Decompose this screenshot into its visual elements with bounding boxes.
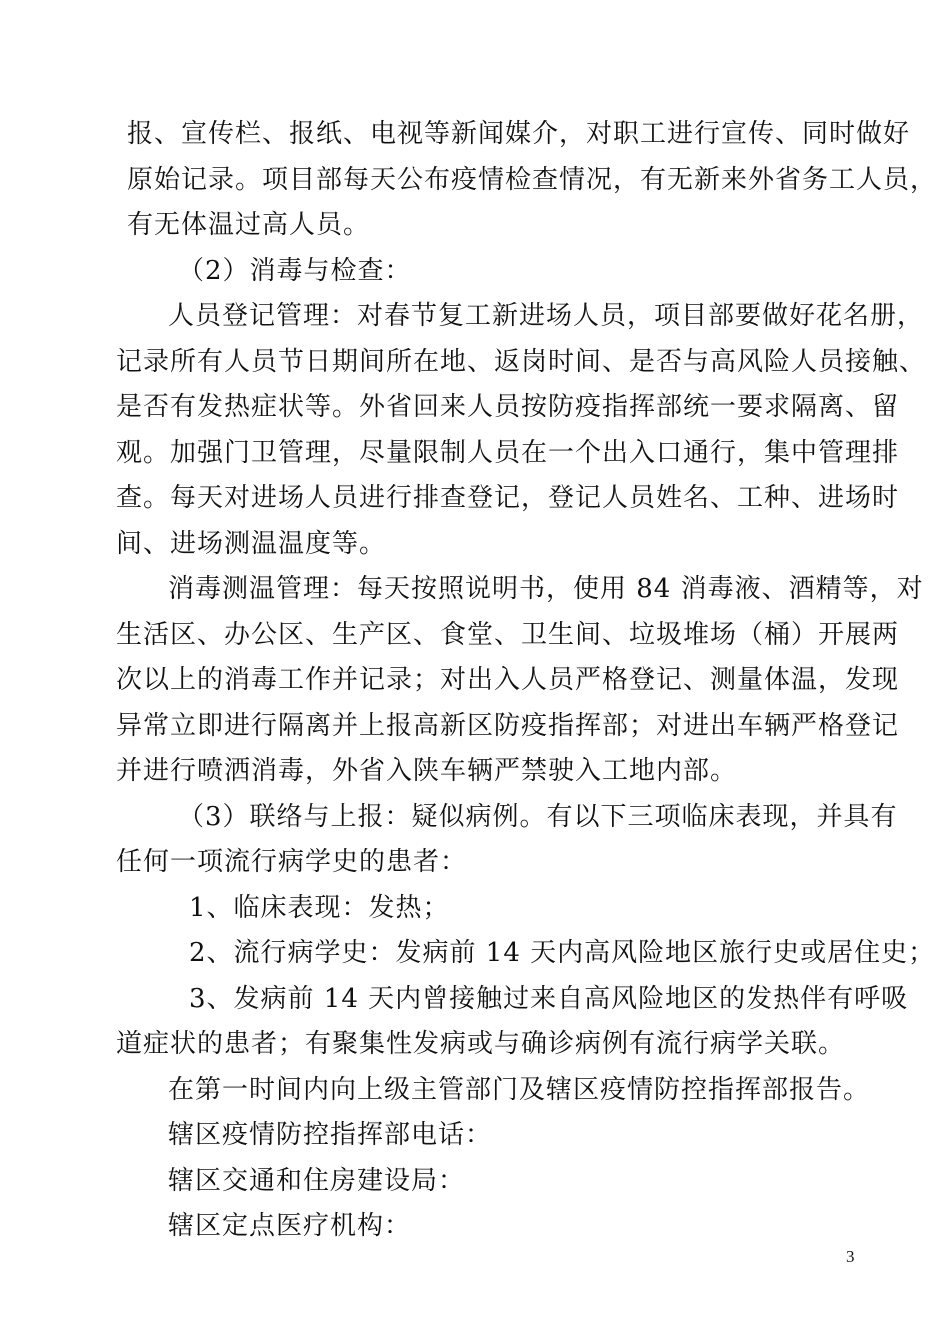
text-line: 任何一项流行病学史的患者： (116, 847, 468, 877)
list-item: 1、临床表现：发热； (189, 893, 450, 923)
text-line: 消毒测温管理：每天按照说明书，使用 84 消毒液、酒精等，对 (168, 574, 924, 604)
text-line: 原始记录。项目部每天公布疫情检查情况，有无新来外省务工人员， (127, 165, 938, 195)
text-line: 并进行喷洒消毒，外省入陕车辆严禁驶入工地内部。 (116, 756, 738, 786)
text-line: 辖区交通和住房建设局： (168, 1166, 466, 1196)
text-line: 查。每天对进场人员进行排查登记，登记人员姓名、工种、进场时 (116, 483, 900, 513)
text-line: 辖区疫情防控指挥部电话： (168, 1120, 493, 1150)
text-line: 记录所有人员节日期间所在地、返岗时间、是否与高风险人员接触、 (116, 347, 927, 377)
section-heading: （2）消毒与检查： (178, 256, 412, 286)
list-item: 2、流行病学史：发病前 14 天内高风险地区旅行史或居住史； (189, 938, 936, 968)
text-line: 道症状的患者；有聚集性发病或与确诊病例有流行病学关联。 (116, 1029, 846, 1059)
text-line: 是否有发热症状等。外省回来人员按防疫指挥部统一要求隔离、留 (116, 392, 900, 422)
page-number: 3 (846, 1247, 855, 1266)
list-item: 3、发病前 14 天内曾接触过来自高风险地区的发热伴有呼吸 (189, 984, 909, 1014)
text-line: 有无体温过高人员。 (127, 210, 371, 240)
text-line: 间、进场测温温度等。 (116, 529, 387, 559)
text-line: 在第一时间内向上级主管部门及辖区疫情防控指挥部报告。 (168, 1075, 871, 1105)
text-line: 报、宣传栏、报纸、电视等新闻媒介，对职工进行宣传、同时做好 (127, 119, 911, 149)
text-line: 辖区定点医疗机构： (168, 1211, 412, 1241)
text-line: 次以上的消毒工作并记录；对出入人员严格登记、测量体温，发现 (116, 665, 900, 695)
text-line: 生活区、办公区、生产区、食堂、卫生间、垃圾堆场（桶）开展两 (116, 620, 900, 650)
text-line: 人员登记管理：对春节复工新进场人员，项目部要做好花名册， (168, 301, 925, 331)
text-line: 观。加强门卫管理，尽量限制人员在一个出入口通行，集中管理排 (116, 438, 900, 468)
section-heading: （3）联络与上报：疑似病例。有以下三项临床表现，并具有 (178, 802, 898, 832)
text-line: 异常立即进行隔离并上报高新区防疫指挥部；对进出车辆严格登记 (116, 711, 900, 741)
